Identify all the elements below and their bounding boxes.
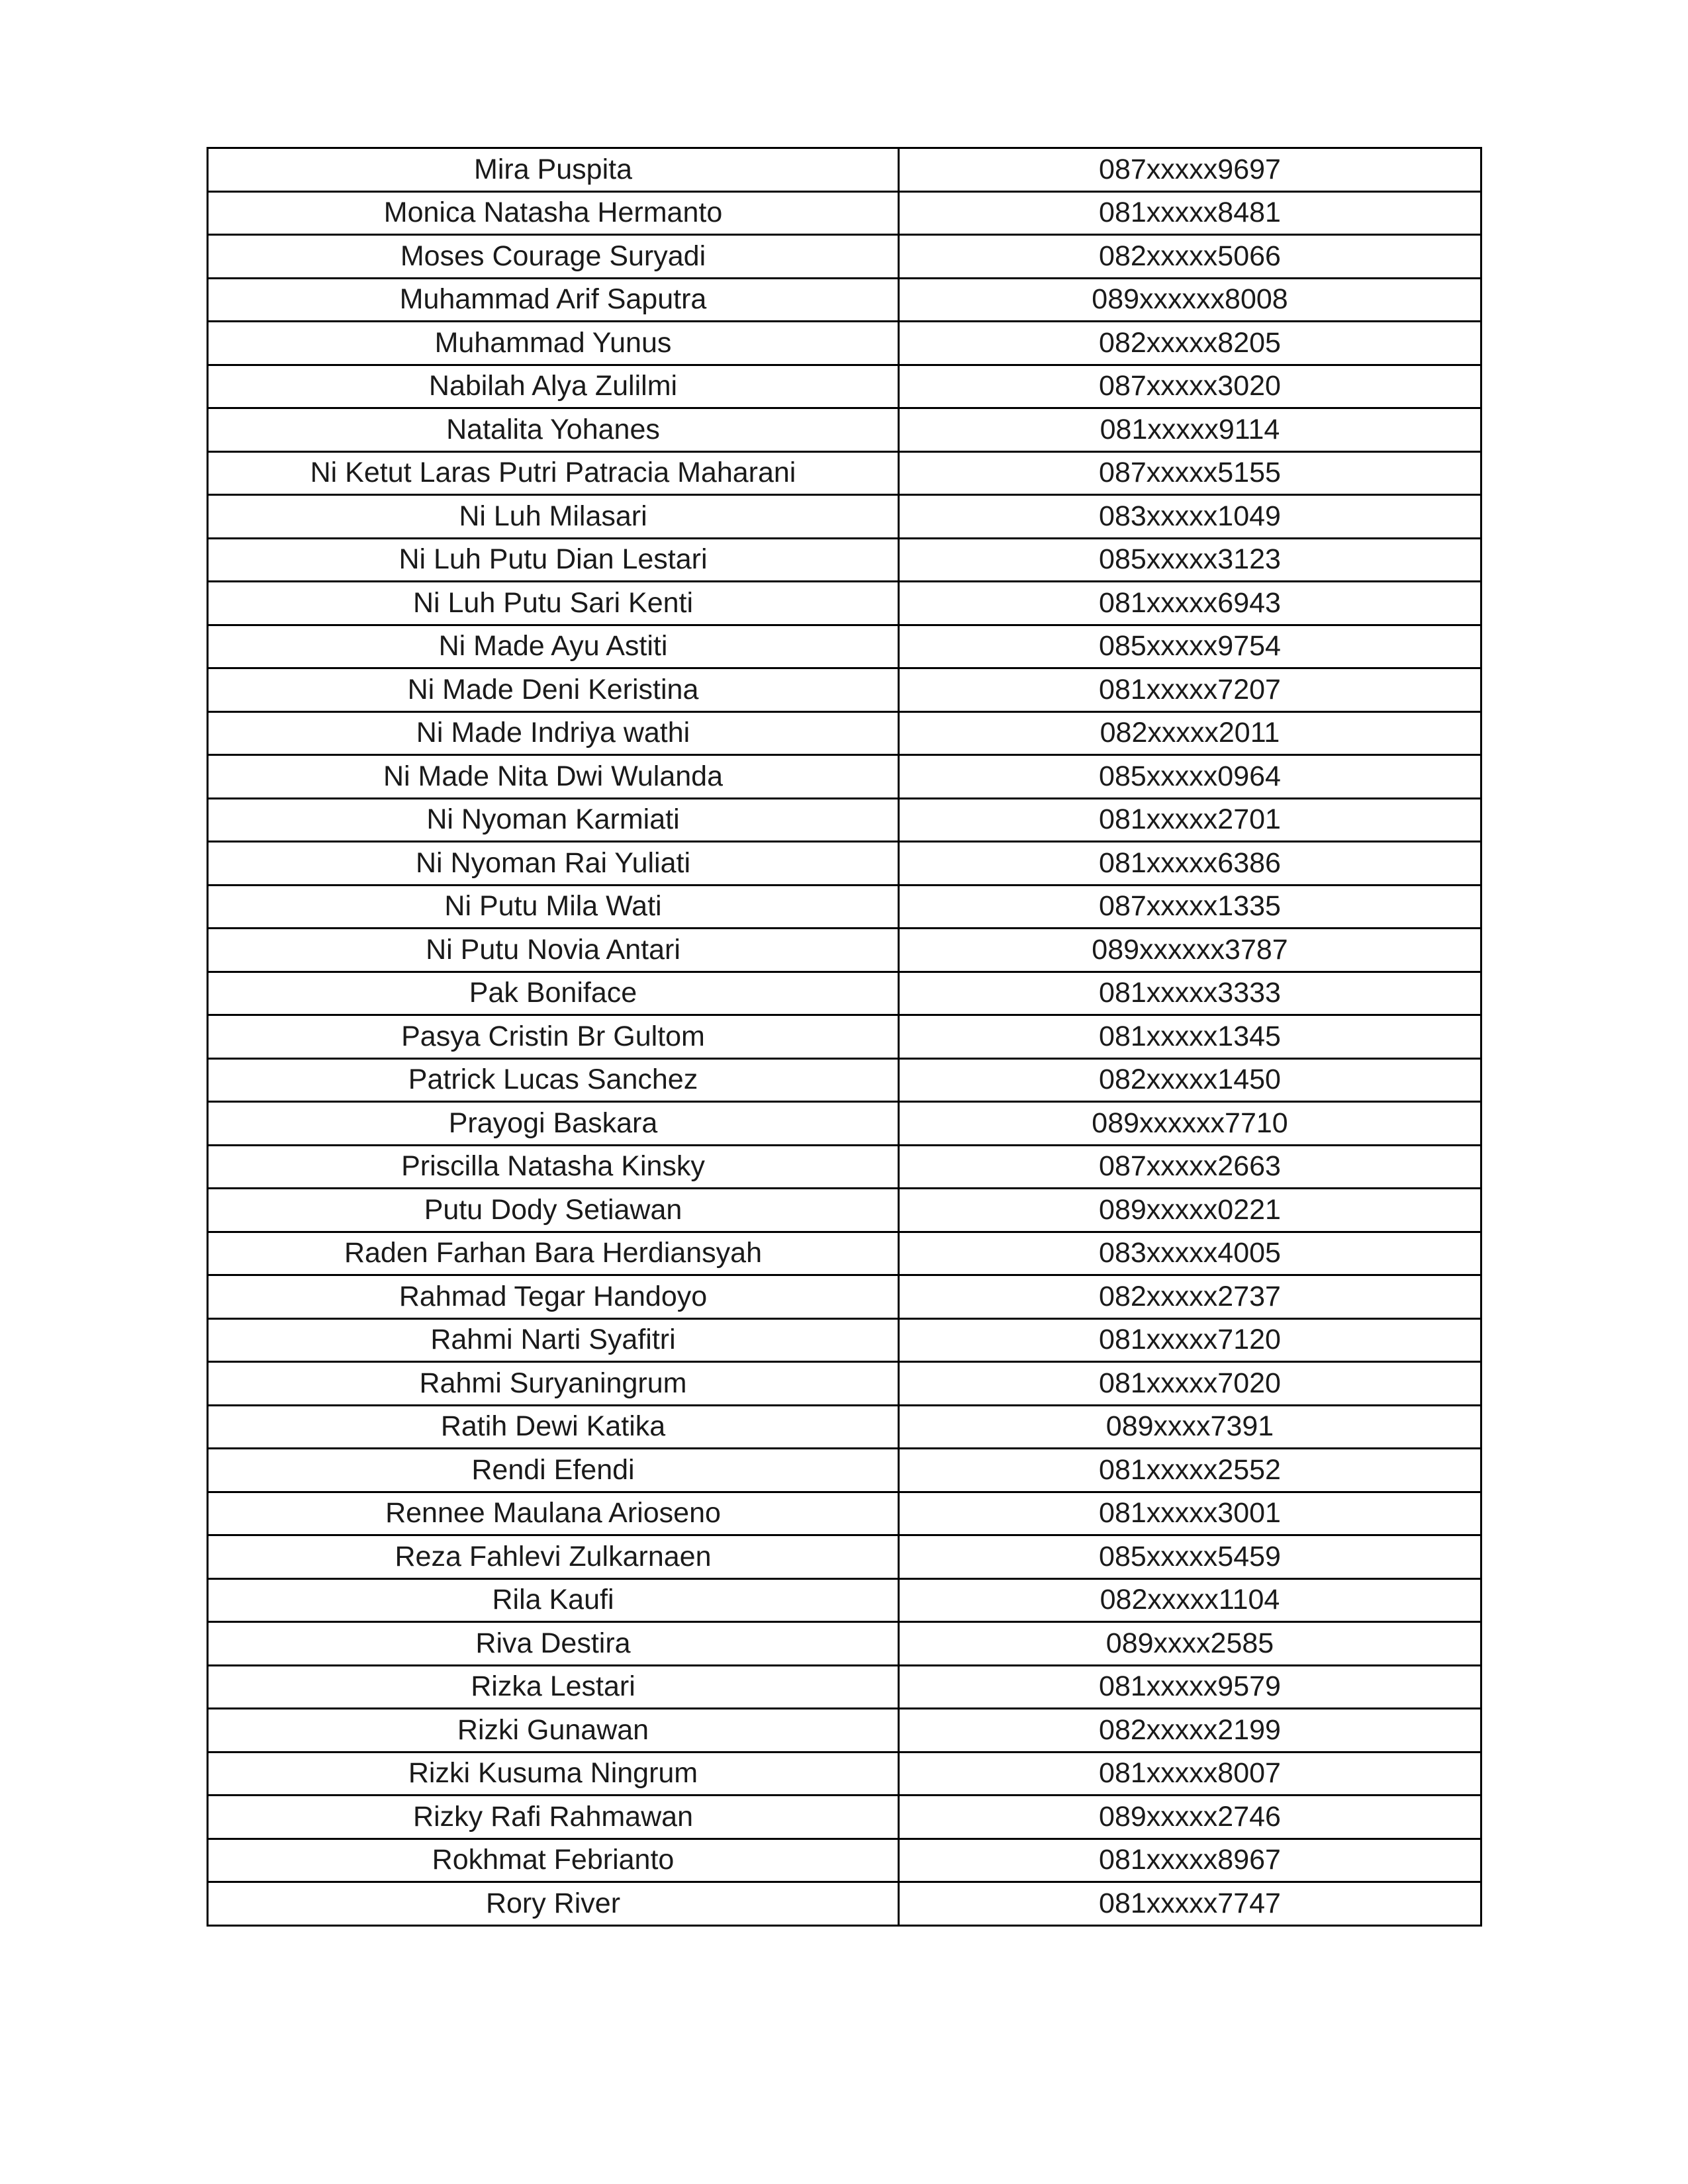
contact-name-cell: Reza Fahlevi Zulkarnaen: [208, 1535, 899, 1579]
table-row: [208, 1535, 1481, 1579]
contact-name-cell: Rokhmat Febrianto: [208, 1839, 899, 1882]
table-row: [208, 1882, 1481, 1926]
contact-name-cell: Rory River: [208, 1882, 899, 1926]
table-row: [208, 668, 1481, 712]
contact-name-cell: Ni Made Ayu Astiti: [208, 625, 899, 668]
contact-phone-cell: 087xxxxx1335: [899, 885, 1481, 929]
table-row: [208, 711, 1481, 755]
contact-name-cell: Patrick Lucas Sanchez: [208, 1058, 899, 1102]
table-row: [208, 1362, 1481, 1406]
table-row: [208, 1492, 1481, 1535]
contact-phone-cell: 081xxxxx9579: [899, 1665, 1481, 1709]
contact-phone-cell: 082xxxxx1104: [899, 1578, 1481, 1622]
contact-name-cell: Rizka Lestari: [208, 1665, 899, 1709]
contact-name-cell: Ratih Dewi Katika: [208, 1405, 899, 1449]
contact-phone-cell: 089xxxxxx8008: [899, 278, 1481, 322]
table-row: [208, 1318, 1481, 1362]
contact-phone-cell: 081xxxxx7207: [899, 668, 1481, 712]
contact-phone-cell: 081xxxxx1345: [899, 1015, 1481, 1059]
contact-name-cell: Ni Luh Putu Sari Kenti: [208, 582, 899, 625]
table-row: [208, 972, 1481, 1015]
contact-name-cell: Monica Natasha Hermanto: [208, 191, 899, 235]
table-row: [208, 538, 1481, 582]
table-row: [208, 1189, 1481, 1232]
contact-name-cell: Ni Made Deni Keristina: [208, 668, 899, 712]
table-row: [208, 1752, 1481, 1796]
contact-name-cell: Ni Luh Milasari: [208, 495, 899, 539]
contact-name-cell: Ni Luh Putu Dian Lestari: [208, 538, 899, 582]
contact-phone-cell: 081xxxxx2701: [899, 798, 1481, 842]
contact-name-cell: Moses Courage Suryadi: [208, 235, 899, 279]
table-row: [208, 842, 1481, 886]
contact-phone-cell: 082xxxxx8205: [899, 322, 1481, 365]
contact-name-cell: Rahmad Tegar Handoyo: [208, 1275, 899, 1319]
contact-name-cell: Muhammad Yunus: [208, 322, 899, 365]
table-row: [208, 1232, 1481, 1275]
contact-phone-cell: 085xxxxx9754: [899, 625, 1481, 668]
table-row: [208, 1796, 1481, 1839]
contact-name-cell: Ni Made Indriya wathi: [208, 711, 899, 755]
contact-table-body: [208, 148, 1481, 1926]
table-row: [208, 798, 1481, 842]
table-row: [208, 755, 1481, 799]
table-row: [208, 582, 1481, 625]
table-row: [208, 929, 1481, 972]
contact-phone-cell: 089xxxx2585: [899, 1622, 1481, 1666]
contact-name-cell: Riva Destira: [208, 1622, 899, 1666]
table-row: [208, 408, 1481, 452]
contact-name-cell: Muhammad Arif Saputra: [208, 278, 899, 322]
contact-name-cell: Putu Dody Setiawan: [208, 1189, 899, 1232]
contact-phone-cell: 081xxxxx3001: [899, 1492, 1481, 1535]
table-row: [208, 148, 1481, 192]
contact-name-cell: Rendi Efendi: [208, 1449, 899, 1492]
table-row: [208, 1015, 1481, 1059]
table-row: [208, 1665, 1481, 1709]
contact-name-cell: Priscilla Natasha Kinsky: [208, 1145, 899, 1189]
contact-name-cell: Raden Farhan Bara Herdiansyah: [208, 1232, 899, 1275]
table-row: [208, 1578, 1481, 1622]
table-row: [208, 1058, 1481, 1102]
contact-phone-cell: 082xxxxx1450: [899, 1058, 1481, 1102]
table-row: [208, 625, 1481, 668]
contact-table: [207, 147, 1482, 1927]
contact-name-cell: Ni Ketut Laras Putri Patracia Maharani: [208, 451, 899, 495]
table-row: [208, 1145, 1481, 1189]
contact-phone-cell: 081xxxxx7020: [899, 1362, 1481, 1406]
table-row: [208, 495, 1481, 539]
table-row: [208, 885, 1481, 929]
contact-name-cell: Rizki Kusuma Ningrum: [208, 1752, 899, 1796]
contact-name-cell: Rizky Rafi Rahmawan: [208, 1796, 899, 1839]
contact-phone-cell: 089xxxxx0221: [899, 1189, 1481, 1232]
contact-phone-cell: 082xxxxx5066: [899, 235, 1481, 279]
contact-phone-cell: 082xxxxx2011: [899, 711, 1481, 755]
contact-name-cell: Rennee Maulana Arioseno: [208, 1492, 899, 1535]
contact-phone-cell: 081xxxxx3333: [899, 972, 1481, 1015]
table-row: [208, 191, 1481, 235]
contact-phone-cell: 089xxxx7391: [899, 1405, 1481, 1449]
contact-name-cell: Ni Putu Novia Antari: [208, 929, 899, 972]
contact-name-cell: Pak Boniface: [208, 972, 899, 1015]
contact-phone-cell: 089xxxxx2746: [899, 1796, 1481, 1839]
contact-phone-cell: 087xxxxx5155: [899, 451, 1481, 495]
table-row: [208, 322, 1481, 365]
table-row: [208, 235, 1481, 279]
contact-phone-cell: 089xxxxxx3787: [899, 929, 1481, 972]
table-row: [208, 365, 1481, 408]
contact-name-cell: Mira Puspita: [208, 148, 899, 192]
contact-phone-cell: 081xxxxx9114: [899, 408, 1481, 452]
contact-phone-cell: 081xxxxx7120: [899, 1318, 1481, 1362]
table-row: [208, 1405, 1481, 1449]
table-row: [208, 1449, 1481, 1492]
contact-name-cell: Rila Kaufi: [208, 1578, 899, 1622]
contact-phone-cell: 081xxxxx2552: [899, 1449, 1481, 1492]
contact-name-cell: Rahmi Suryaningrum: [208, 1362, 899, 1406]
table-row: [208, 278, 1481, 322]
contact-name-cell: Ni Nyoman Rai Yuliati: [208, 842, 899, 886]
contact-phone-cell: 081xxxxx6943: [899, 582, 1481, 625]
contact-phone-cell: 085xxxxx0964: [899, 755, 1481, 799]
contact-phone-cell: 085xxxxx5459: [899, 1535, 1481, 1579]
contact-phone-cell: 081xxxxx8967: [899, 1839, 1481, 1882]
contact-phone-cell: 081xxxxx7747: [899, 1882, 1481, 1926]
contact-phone-cell: 081xxxxx6386: [899, 842, 1481, 886]
contact-phone-cell: 089xxxxxx7710: [899, 1102, 1481, 1146]
table-row: [208, 1839, 1481, 1882]
table-row: [208, 1275, 1481, 1319]
contact-name-cell: Pasya Cristin Br Gultom: [208, 1015, 899, 1059]
table-row: [208, 1102, 1481, 1146]
contact-phone-cell: 085xxxxx3123: [899, 538, 1481, 582]
table-row: [208, 1709, 1481, 1752]
contact-phone-cell: 083xxxxx4005: [899, 1232, 1481, 1275]
contact-name-cell: Ni Nyoman Karmiati: [208, 798, 899, 842]
contact-phone-cell: 087xxxxx9697: [899, 148, 1481, 192]
contact-name-cell: Rahmi Narti Syafitri: [208, 1318, 899, 1362]
contact-phone-cell: 082xxxxx2199: [899, 1709, 1481, 1752]
contact-name-cell: Rizki Gunawan: [208, 1709, 899, 1752]
table-row: [208, 1622, 1481, 1666]
contact-phone-cell: 082xxxxx2737: [899, 1275, 1481, 1319]
contact-phone-cell: 083xxxxx1049: [899, 495, 1481, 539]
contact-phone-cell: 081xxxxx8481: [899, 191, 1481, 235]
contact-name-cell: Ni Made Nita Dwi Wulanda: [208, 755, 899, 799]
contact-name-cell: Prayogi Baskara: [208, 1102, 899, 1146]
contact-name-cell: Nabilah Alya Zulilmi: [208, 365, 899, 408]
table-row: [208, 451, 1481, 495]
contact-phone-cell: 087xxxxx3020: [899, 365, 1481, 408]
contact-phone-cell: 087xxxxx2663: [899, 1145, 1481, 1189]
contact-name-cell: Ni Putu Mila Wati: [208, 885, 899, 929]
contact-phone-cell: 081xxxxx8007: [899, 1752, 1481, 1796]
contact-name-cell: Natalita Yohanes: [208, 408, 899, 452]
